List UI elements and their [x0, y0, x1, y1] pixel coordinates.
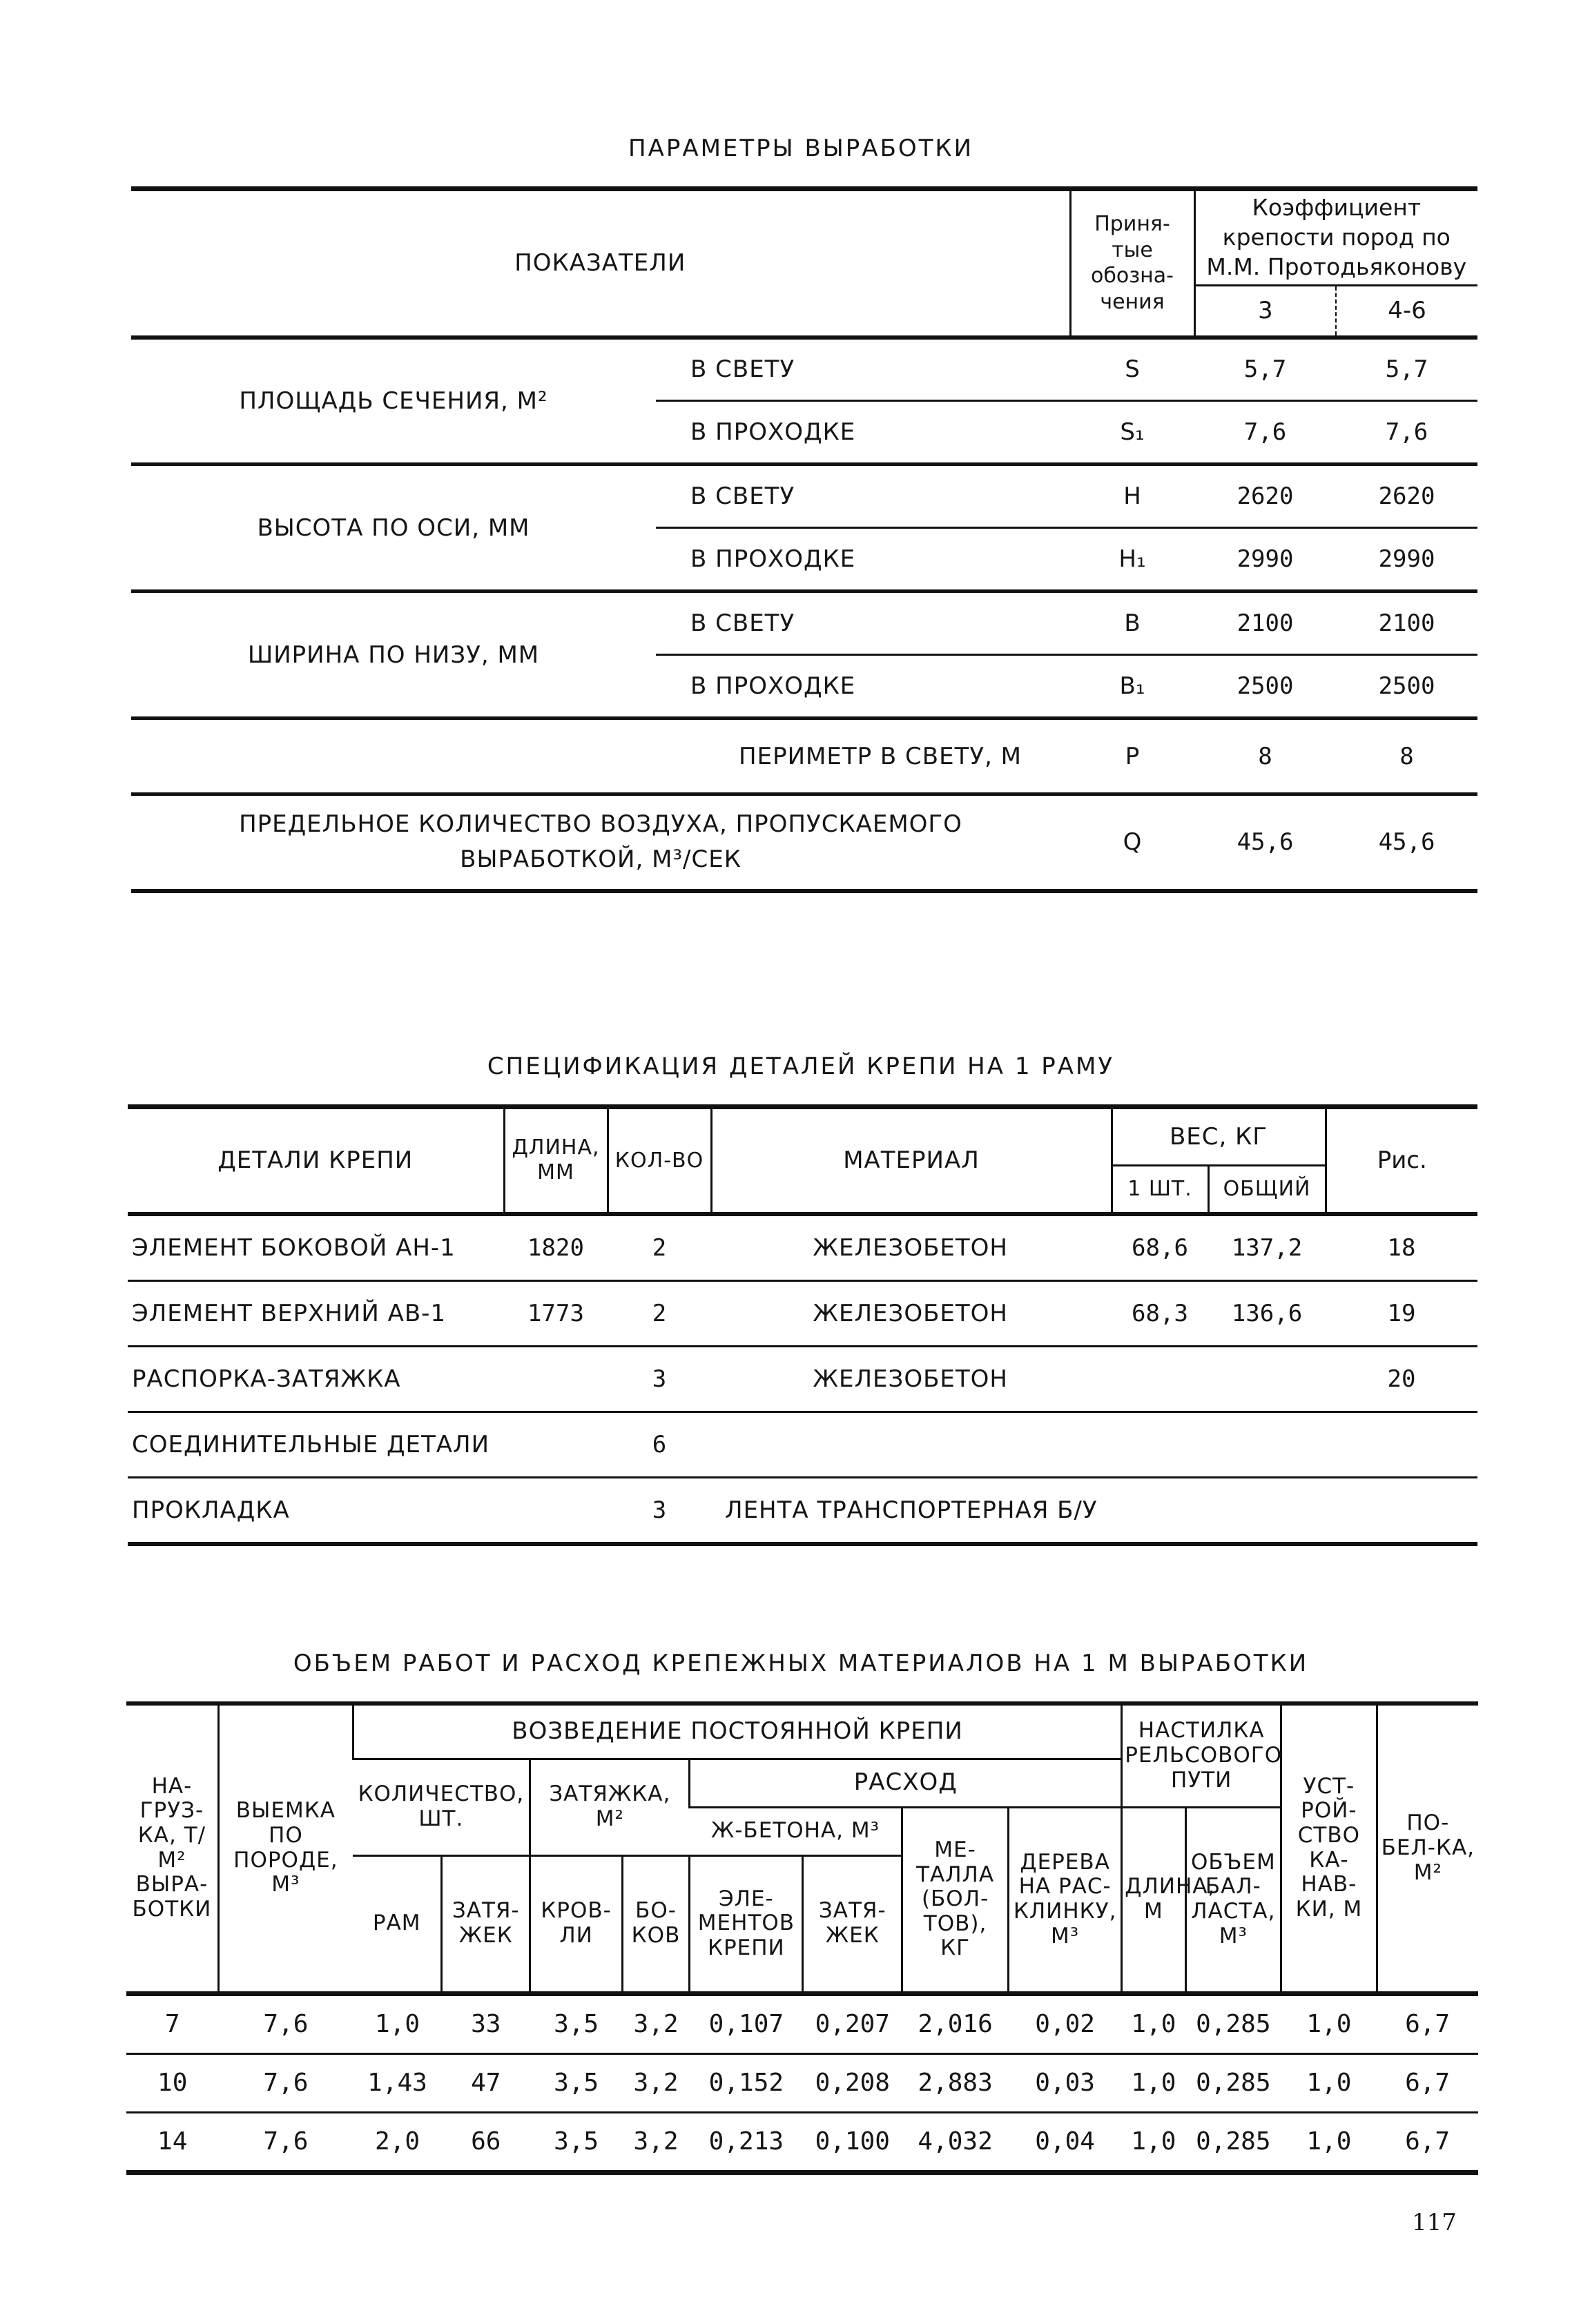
- header-weight-total: ОБЩИЙ: [1208, 1166, 1326, 1214]
- detail-material: ЖЕЛЕЗОБЕТОН: [711, 1214, 1112, 1281]
- cell: 1,0: [1281, 2053, 1377, 2112]
- page-number: 117: [1412, 2209, 1457, 2236]
- row-symbol: H: [1070, 465, 1194, 528]
- table-row: [126, 2053, 1478, 2112]
- row-symbol: B₁: [1070, 655, 1194, 719]
- header-laggings: ЗАТЯ-ЖЕК: [803, 1855, 902, 1993]
- detail-weight-each: [1112, 1346, 1208, 1412]
- row-sub: В ПРОХОДКЕ: [656, 401, 1070, 465]
- header-count: КОЛИЧЕСТВО, ШТ.: [353, 1759, 530, 1855]
- lining-spec-table: [128, 1104, 1477, 1546]
- cell: 0,152: [690, 2053, 803, 2112]
- cell: 7: [126, 1993, 218, 2053]
- detail-length: [504, 1346, 608, 1412]
- row-sub: В СВЕТУ: [656, 338, 1070, 401]
- header-col-4-6: 4-6: [1336, 286, 1477, 338]
- detail-length: 1820: [504, 1214, 608, 1281]
- header-details: ДЕТАЛИ КРЕПИ: [128, 1107, 504, 1214]
- detail-weight-each: [1112, 1412, 1208, 1477]
- header-elements: ЭЛЕ-МЕНТОВ КРЕПИ: [690, 1855, 803, 1993]
- row-value: 2620: [1194, 465, 1336, 528]
- cell: 1,0: [1131, 2127, 1176, 2156]
- row-value: 5,7: [1194, 338, 1336, 401]
- header-wood: ДЕРЕВА НА РАС-КЛИНКУ, М³: [1009, 1807, 1122, 1993]
- detail-figure: 18: [1326, 1214, 1477, 1281]
- table3-caption: ОБЪЕМ РАБОТ И РАСХОД КРЕПЕЖНЫХ МАТЕРИАЛОВ НА 1 М ВЫРАБОТКИ: [293, 1650, 1309, 1677]
- cell: 3,5: [530, 1993, 622, 2053]
- detail-qty: 2: [608, 1214, 711, 1281]
- cell: 0,285: [1185, 1993, 1281, 2053]
- header-ditch: УСТ-РОЙ-СТВО КА-НАВ-КИ, М: [1281, 1703, 1377, 1993]
- cell: 33: [442, 1993, 530, 2053]
- detail-figure: 19: [1326, 1280, 1477, 1346]
- table-row: [126, 2112, 1478, 2172]
- cell: 3,5: [530, 2053, 622, 2112]
- parameters-table: [131, 186, 1477, 893]
- cell: 6,7: [1377, 1993, 1478, 2053]
- cell: 1,0: [353, 1993, 441, 2053]
- header-weight: ВЕС, КГ: [1112, 1107, 1326, 1166]
- detail-weight-each: 68,3: [1112, 1280, 1208, 1346]
- row-value: 45,6: [1378, 828, 1435, 857]
- cell: 1,0: [1122, 2053, 1185, 2112]
- header-lag-count: ЗАТЯ-ЖЕК: [442, 1855, 530, 1993]
- row-value: 2500: [1336, 655, 1477, 719]
- cell: 3,2: [622, 1993, 689, 2053]
- header-coefficient: Коэффициент крепости пород по М.М. Протодьяконову: [1194, 189, 1477, 286]
- cell: 0,208: [803, 2053, 902, 2112]
- detail-qty: 6: [608, 1412, 711, 1477]
- detail-material: ЛЕНТА ТРАНСПОРТЕРНАЯ Б/У: [725, 1496, 1098, 1524]
- header-length: ДЛИНА, ММ: [504, 1107, 608, 1214]
- header-consumption: РАСХОД: [690, 1759, 1122, 1807]
- row-symbol: S₁: [1070, 401, 1194, 465]
- detail-weight-total: [1208, 1346, 1326, 1412]
- detail-length: 1773: [504, 1280, 608, 1346]
- cell: 0,04: [1035, 2127, 1095, 2156]
- row-value: 45,6: [1237, 828, 1294, 857]
- cell: 0,207: [803, 1993, 902, 2053]
- cell: 1,0: [1281, 1993, 1377, 2053]
- cell: 7,6: [218, 2053, 353, 2112]
- cell: 0,100: [815, 2127, 890, 2156]
- header-sides: БО-КОВ: [622, 1855, 689, 1993]
- row-symbol: B: [1070, 592, 1194, 655]
- row-value: 2990: [1194, 528, 1336, 592]
- detail-name: РАСПОРКА-ЗАТЯЖКА: [128, 1346, 504, 1412]
- header-metal: МЕ-ТАЛЛА (БОЛ-ТОВ), КГ: [902, 1807, 1009, 1993]
- row-value: 8: [1194, 719, 1336, 794]
- header-qty: КОЛ-ВО: [608, 1107, 711, 1214]
- row-value: 2500: [1194, 655, 1336, 719]
- header-material: МАТЕРИАЛ: [711, 1107, 1112, 1214]
- cell: 0,03: [1009, 2053, 1122, 2112]
- cell: 47: [442, 2053, 530, 2112]
- detail-name: ЭЛЕМЕНТ БОКОВОЙ АН-1: [128, 1214, 504, 1281]
- row-symbol: Q: [1123, 828, 1142, 857]
- detail-name: СОЕДИНИТЕЛЬНЫЕ ДЕТАЛИ: [128, 1412, 504, 1477]
- cell: 0,02: [1009, 1993, 1122, 2053]
- header-col-3: 3: [1194, 286, 1336, 338]
- row-value: 5,7: [1336, 338, 1477, 401]
- row-group-air: ПРЕДЕЛЬНОЕ КОЛИЧЕСТВО ВОЗДУХА, ПРОПУСКАЕМОГО ВЫРАБОТКОЙ, М³/СЕК: [239, 810, 962, 874]
- cell: 14: [157, 2127, 188, 2156]
- detail-material: ЖЕЛЕЗОБЕТОН: [711, 1346, 1112, 1412]
- table2-caption: СПЕЦИФИКАЦИЯ ДЕТАЛЕЙ КРЕПИ НА 1 РАМУ: [487, 1053, 1115, 1080]
- row-sub: В ПРОХОДКЕ: [656, 655, 1070, 719]
- detail-length: [504, 1412, 608, 1477]
- detail-material: [711, 1412, 1112, 1477]
- detail-qty: 3: [608, 1477, 711, 1544]
- cell: 2,883: [902, 2053, 1009, 2112]
- detail-weight-total: 137,2: [1208, 1214, 1326, 1281]
- detail-qty: 2: [608, 1280, 711, 1346]
- row-group-height: ВЫСОТА ПО ОСИ, ММ: [131, 465, 656, 592]
- cell: 1,43: [353, 2053, 441, 2112]
- detail-material: ЖЕЛЕЗОБЕТОН: [711, 1280, 1112, 1346]
- cell: 0,107: [690, 1993, 803, 2053]
- header-weight-each: 1 ШТ.: [1112, 1166, 1208, 1214]
- row-group-perimeter: ПЕРИМЕТР В СВЕТУ, М: [131, 719, 1070, 794]
- cell: 66: [471, 2127, 501, 2156]
- row-sub: В СВЕТУ: [656, 592, 1070, 655]
- header-frames: РАМ: [353, 1855, 441, 1993]
- row-sub: В СВЕТУ: [656, 465, 1070, 528]
- row-group-width: ШИРИНА ПО НИЗУ, ММ: [131, 592, 656, 719]
- cell: 3,2: [622, 2053, 689, 2112]
- detail-name: ЭЛЕМЕНТ ВЕРХНИЙ АВ-1: [128, 1280, 504, 1346]
- cell: 2,0: [374, 2127, 420, 2156]
- cell: 2,016: [902, 1993, 1009, 2053]
- header-track-length: ДЛИНА, М: [1122, 1807, 1185, 1993]
- cell: 1,0: [1122, 1993, 1185, 2053]
- cell: 7,6: [263, 2127, 309, 2156]
- cell: 0,285: [1185, 2053, 1281, 2112]
- detail-figure: 20: [1326, 1346, 1477, 1412]
- row-value: 7,6: [1194, 401, 1336, 465]
- row-value: 2620: [1336, 465, 1477, 528]
- work-volume-table: [126, 1701, 1478, 2175]
- header-track: НАСТИЛКА РЕЛЬСОВОГО ПУТИ: [1122, 1703, 1281, 1807]
- row-value: 2100: [1336, 592, 1477, 655]
- header-excavation: ВЫЕМКА ПО ПОРОДЕ, М³: [218, 1703, 353, 1993]
- row-symbol: H₁: [1070, 528, 1194, 592]
- row-symbol: P: [1070, 719, 1194, 794]
- row-value: 7,6: [1336, 401, 1477, 465]
- row-value: 8: [1336, 719, 1477, 794]
- header-erection: ВОЗВЕДЕНИЕ ПОСТОЯННОЙ КРЕПИ: [353, 1703, 1121, 1759]
- detail-weight-total: 136,6: [1208, 1280, 1326, 1346]
- header-load: НА-ГРУЗ-КА, Т/М² ВЫРА-БОТКИ: [126, 1703, 218, 1993]
- table1-caption: ПАРАМЕТРЫ ВЫРАБОТКИ: [628, 135, 973, 162]
- row-symbol: S: [1070, 338, 1194, 401]
- detail-qty: 3: [608, 1346, 711, 1412]
- row-value: 2100: [1194, 592, 1336, 655]
- detail-name: ПРОКЛАДКА: [128, 1477, 504, 1544]
- cell: 4,032: [918, 2127, 993, 2156]
- header-rc: Ж-БЕТОНА, М³: [690, 1807, 902, 1855]
- header-lagging: ЗАТЯЖКА, М²: [530, 1759, 690, 1855]
- cell: 0,285: [1196, 2127, 1271, 2156]
- detail-figure: [1326, 1412, 1477, 1477]
- header-floor: ПО-БЕЛ-КА, М²: [1377, 1703, 1478, 1993]
- cell: 3,2: [633, 2127, 679, 2156]
- row-group-area: ПЛОЩАДЬ СЕЧЕНИЯ, М²: [131, 338, 656, 465]
- detail-weight-total: [1208, 1412, 1326, 1477]
- header-indicators: ПОКАЗАТЕЛИ: [131, 189, 1070, 338]
- table-row: [126, 1993, 1478, 2053]
- cell: 1,0: [1306, 2127, 1352, 2156]
- cell: 3,5: [554, 2127, 599, 2156]
- header-roof: КРОВ-ЛИ: [530, 1855, 622, 1993]
- detail-length: [504, 1477, 608, 1544]
- cell: 0,213: [708, 2127, 784, 2156]
- row-sub: В ПРОХОДКЕ: [656, 528, 1070, 592]
- cell: 7,6: [218, 1993, 353, 2053]
- header-figure: Рис.: [1326, 1107, 1477, 1214]
- detail-weight-each: 68,6: [1112, 1214, 1208, 1281]
- cell: 10: [126, 2053, 218, 2112]
- row-value: 2990: [1336, 528, 1477, 592]
- cell: 6,7: [1405, 2127, 1451, 2156]
- header-symbols: Приня-тые обозна-чения: [1070, 189, 1194, 338]
- cell: 6,7: [1377, 2053, 1478, 2112]
- header-ballast: ОБЪЕМ БАЛ-ЛАСТА, М³: [1185, 1807, 1281, 1993]
